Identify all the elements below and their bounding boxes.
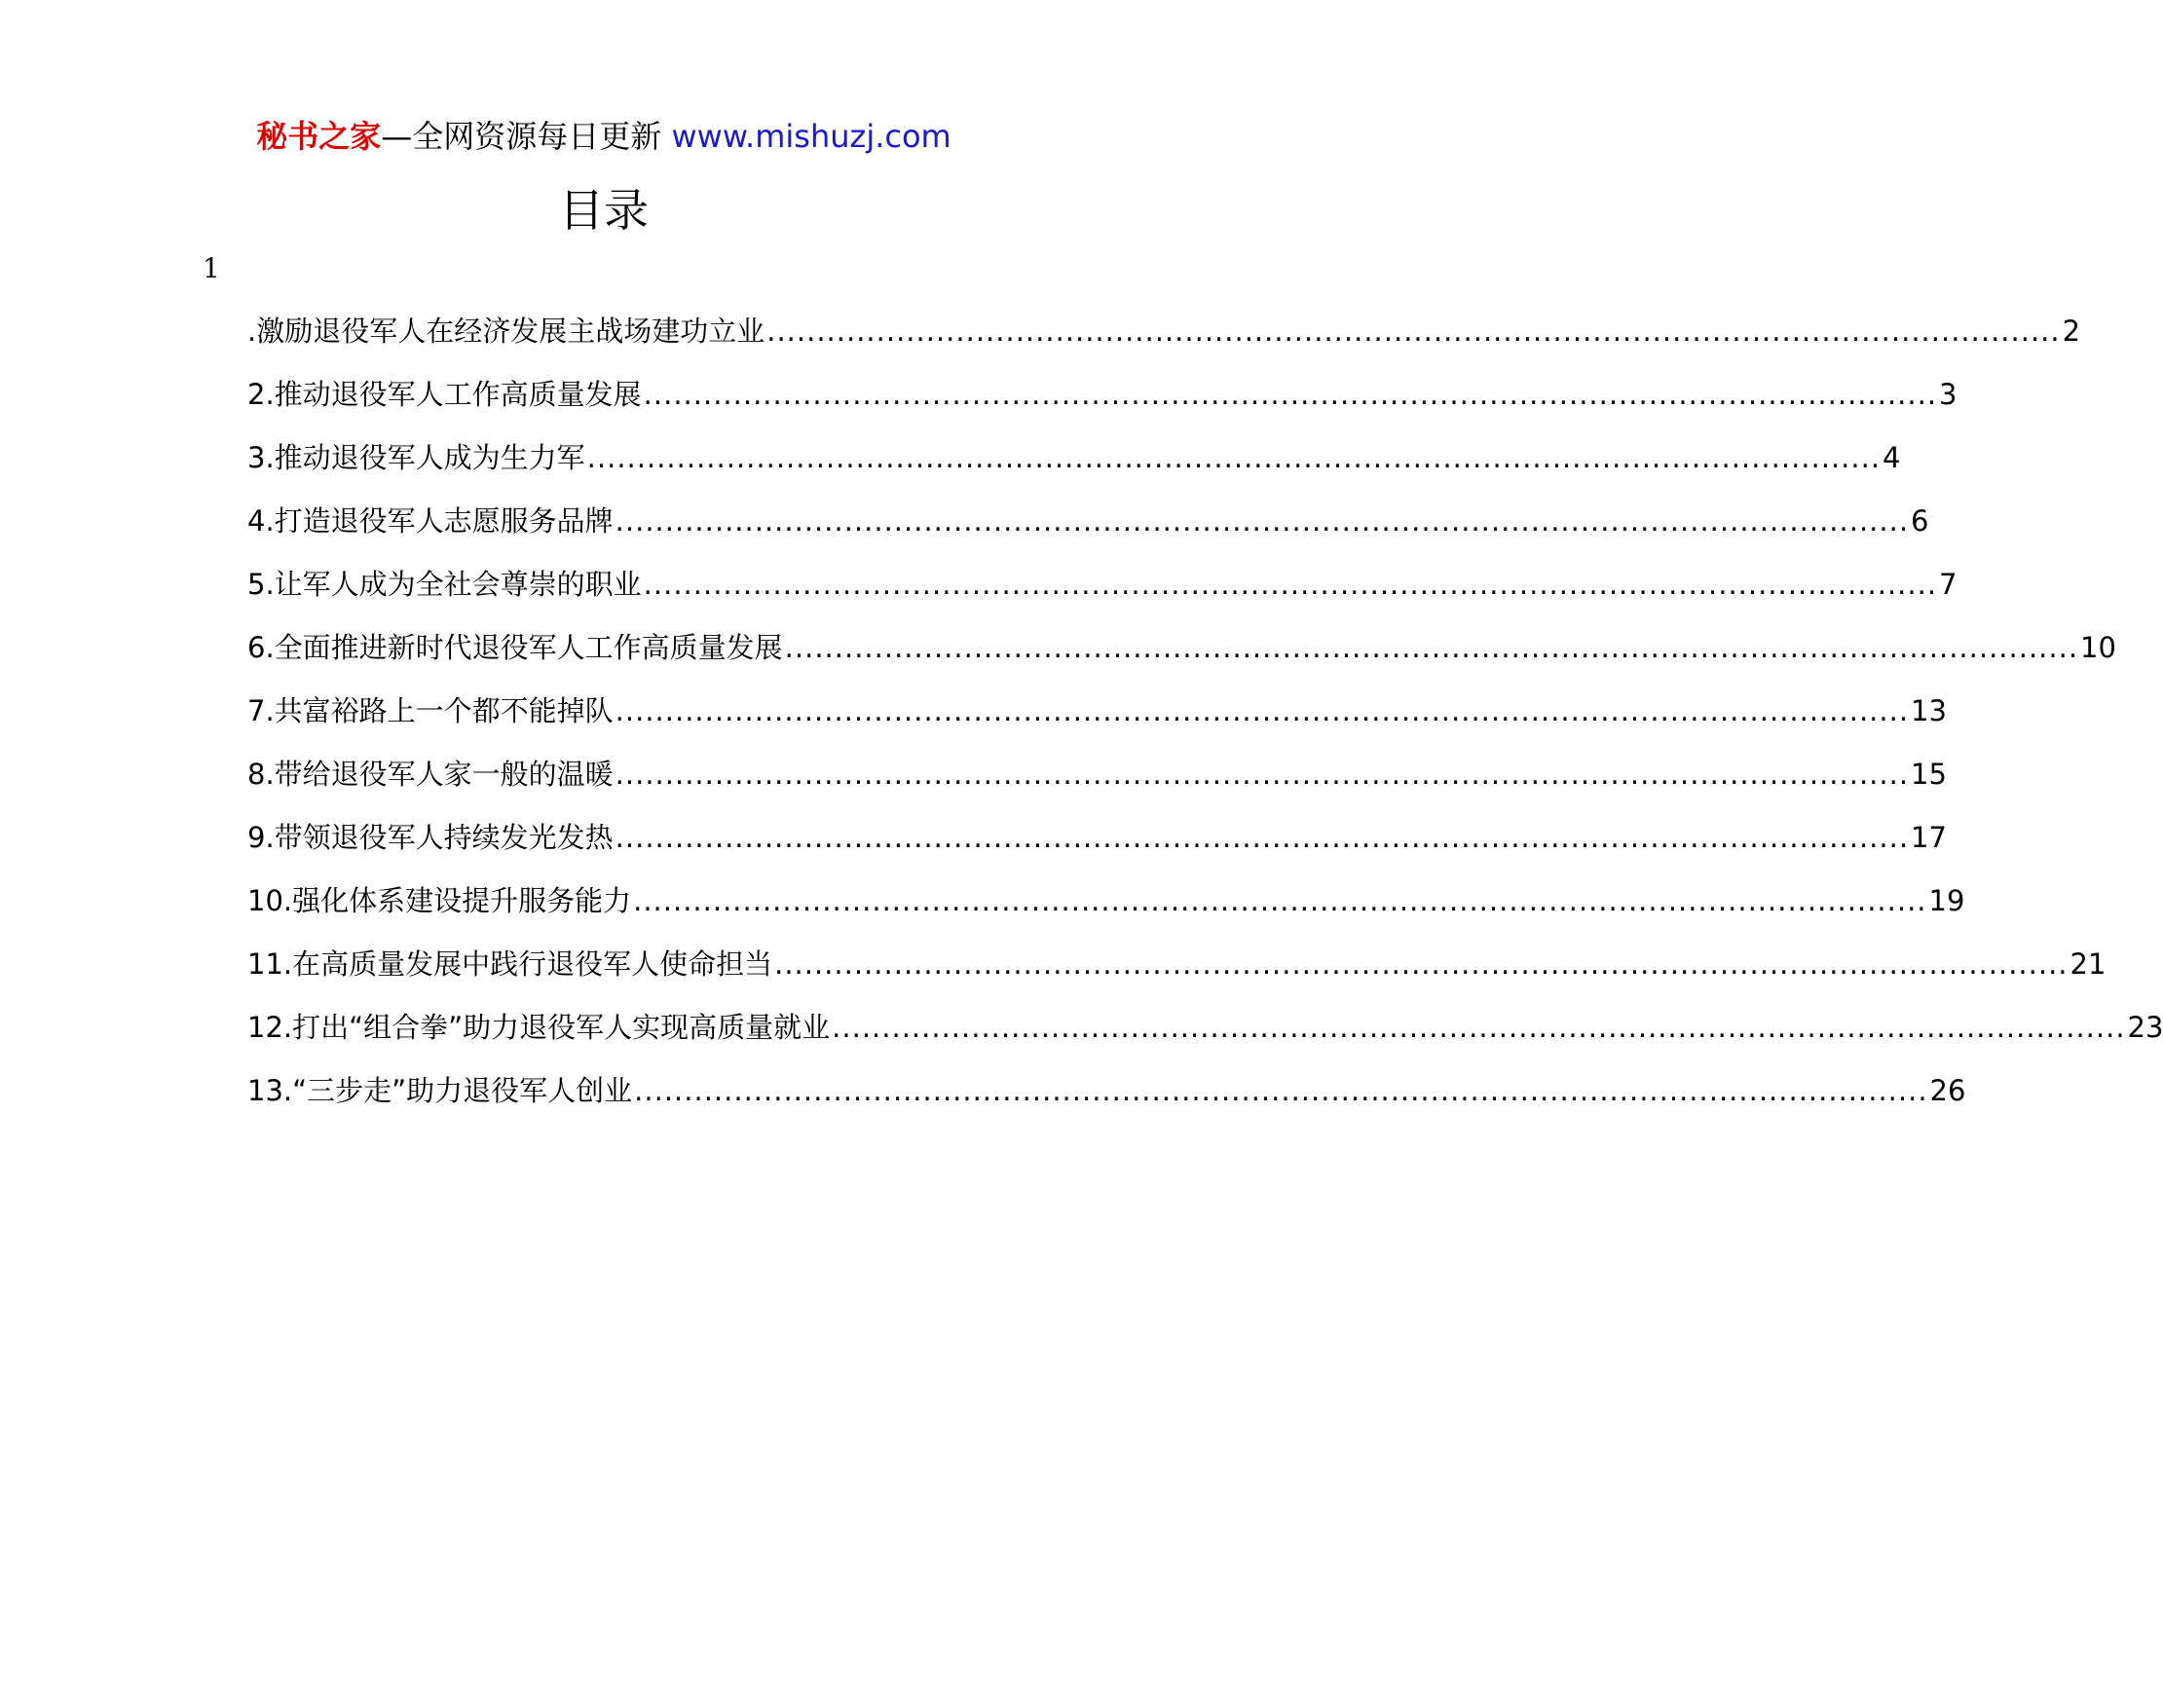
- toc-page-number: 3: [1939, 378, 1958, 411]
- toc-entry-title: 3.推动退役军人成为生力军: [247, 441, 585, 474]
- toc-entry[interactable]: [247, 628, 2116, 691]
- toc-entry[interactable]: [247, 881, 1965, 945]
- toc-entry[interactable]: [247, 375, 1958, 438]
- toc-dot-leader: ..................................................................................................................................: [615, 758, 1910, 791]
- toc-entry-title: 11.在高质量发展中践行退役军人使命担当: [247, 947, 773, 981]
- toc-page-number: 19: [1928, 884, 1965, 917]
- toc-entry[interactable]: [247, 1071, 1966, 1134]
- toc-page-number: 17: [1911, 821, 1947, 854]
- header-tagline: —全网资源每日更新: [381, 118, 662, 155]
- toc-page-number: 26: [1929, 1074, 1966, 1107]
- toc-page-number: 7: [1939, 568, 1958, 601]
- toc-dot-leader: ..................................................................................................................................: [643, 378, 1938, 411]
- table-of-contents: [247, 312, 2163, 1134]
- toc-entry-title: 6.全面推进新时代退役军人工作高质量发展: [247, 631, 783, 664]
- toc-entry[interactable]: [247, 565, 1958, 628]
- brand-name: 秘书之家: [256, 118, 382, 155]
- toc-dot-leader: ..................................................................................................................................: [633, 884, 1927, 917]
- toc-entry-title: 7.共富裕路上一个都不能掉队: [247, 694, 614, 727]
- toc-dot-leader: ..................................................................................................................................: [615, 694, 1910, 727]
- toc-page-number: 13: [1911, 694, 1947, 727]
- site-url-link[interactable]: www.mishuzj.com: [671, 118, 951, 155]
- toc-entry-title: 9.带领退役军人持续发光发热: [247, 821, 614, 854]
- page-title: 目录: [559, 184, 649, 237]
- toc-entry[interactable]: [247, 1008, 2163, 1071]
- toc-page-number: 23: [2127, 1011, 2163, 1044]
- site-header: [0, 115, 1208, 158]
- toc-page-number: 15: [1911, 758, 1947, 791]
- toc-entry[interactable]: [247, 945, 2107, 1008]
- toc-dot-leader: ..................................................................................................................................: [784, 631, 2079, 664]
- toc-entry[interactable]: [247, 818, 1947, 881]
- toc-entry-title: 12.打出“组合拳”助力退役军人实现高质量就业: [247, 1011, 831, 1044]
- toc-entry[interactable]: [247, 755, 1947, 818]
- toc-dot-leader: ..................................................................................................................................: [774, 947, 2069, 981]
- toc-entry-title: .激励退役军人在经济发展主战场建功立业: [247, 315, 765, 348]
- toc-page-number: 6: [1911, 504, 1929, 538]
- toc-dot-leader: ..................................................................................................................................: [615, 821, 1910, 854]
- toc-entry[interactable]: [247, 312, 2081, 375]
- toc-entry[interactable]: [247, 691, 1947, 755]
- toc-entry-title: 13.“三步走”助力退役军人创业: [247, 1074, 633, 1107]
- toc-entry[interactable]: [247, 501, 1929, 565]
- toc-dot-leader: ..................................................................................................................................: [634, 1074, 1928, 1107]
- toc-dot-leader: ..................................................................................................................................: [832, 1011, 2126, 1044]
- toc-entry-title: 8.带给退役军人家一般的温暖: [247, 758, 614, 791]
- toc-page-number: 4: [1883, 441, 1901, 474]
- toc-dot-leader: ..................................................................................................................................: [766, 315, 2061, 348]
- toc-entry-title: 4.打造退役军人志愿服务品牌: [247, 504, 614, 538]
- toc-page-number: 21: [2070, 947, 2107, 981]
- toc-dot-leader: ..................................................................................................................................: [586, 441, 1882, 474]
- toc-dot-leader: ..................................................................................................................................: [643, 568, 1938, 601]
- toc-entry[interactable]: [247, 438, 1901, 501]
- toc-entry-title: 2.推动退役军人工作高质量发展: [247, 378, 642, 411]
- toc-entry-title: 10.强化体系建设提升服务能力: [247, 884, 632, 917]
- toc-dot-leader: ..................................................................................................................................: [615, 504, 1910, 538]
- toc-page-number: 10: [2080, 631, 2116, 664]
- section-number: 1: [203, 252, 220, 284]
- toc-entry-title: 5.让军人成为全社会尊崇的职业: [247, 568, 642, 601]
- toc-page-number: 2: [2062, 315, 2081, 348]
